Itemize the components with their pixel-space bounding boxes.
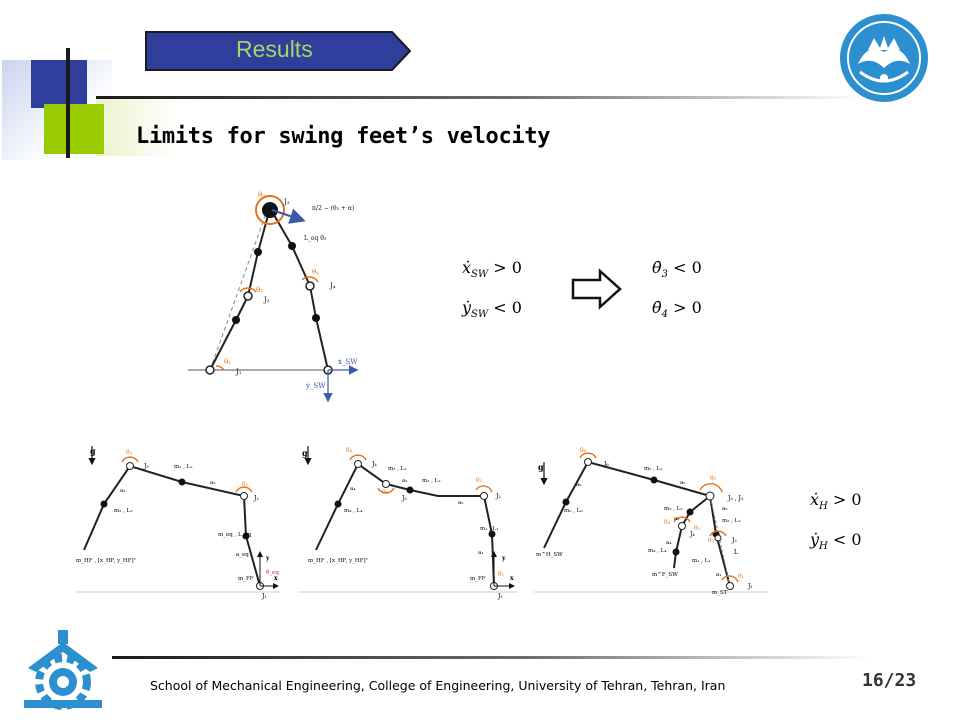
bottom-diagram-3	[534, 440, 770, 600]
svg-text:a₂: a₂	[210, 480, 216, 486]
svg-text:m₃ , L₃: m₃ , L₃	[114, 508, 133, 514]
svg-text:J₁: J₁	[748, 583, 753, 590]
svg-text:J₃: J₃	[144, 463, 149, 470]
svg-text:m₄ , L₄: m₄ , L₄	[344, 508, 363, 514]
page-number: 16/23	[862, 670, 917, 691]
svg-text:a₂: a₂	[458, 500, 464, 506]
svg-text:g: g	[538, 462, 544, 472]
svg-text:a₁: a₁	[478, 550, 484, 556]
footer-rule	[112, 656, 872, 659]
svg-text:J₄: J₄	[372, 461, 377, 468]
svg-text:θ₄: θ₄	[312, 268, 320, 276]
svg-text:ẏ_SW: ẏ_SW	[306, 382, 326, 390]
header-blue-square	[31, 60, 87, 108]
svg-text:θ₂: θ₂	[476, 477, 483, 484]
condition-yh: ẏ$_H$ < 0	[810, 530, 862, 553]
svg-text:π/2 − (θ₃ + α): π/2 − (θ₃ + α)	[312, 205, 355, 212]
svg-text:m_FF: m_FF	[470, 576, 486, 582]
svg-text:θ₂: θ₂	[256, 286, 264, 294]
svg-text:θ₃: θ₃	[694, 525, 701, 532]
svg-text:a₅: a₅	[680, 480, 686, 486]
svg-text:m^F_SW: m^F_SW	[652, 572, 678, 578]
svg-text:m₅ , L₅: m₅ , L₅	[644, 466, 663, 472]
condition-theta4-dot: $\thetȧ_4 > 0$	[652, 298, 702, 321]
svg-text:m₃ , L₃: m₃ , L₃	[664, 506, 683, 512]
svg-text:x: x	[274, 575, 278, 582]
svg-text:ẋ_SW: ẋ_SW	[338, 358, 358, 366]
svg-text:J₁: J₁	[498, 593, 503, 600]
svg-text:θ₂: θ₂	[708, 537, 715, 544]
bottom-diagram-1	[76, 440, 282, 600]
svg-text:J₃ , J₅: J₃ , J₅	[728, 495, 744, 502]
svg-text:L: L	[734, 549, 738, 556]
svg-text:g: g	[90, 446, 96, 456]
svg-text:a₃: a₃	[120, 488, 126, 494]
svg-text:J₂: J₂	[254, 495, 259, 502]
header-green-square	[44, 104, 104, 154]
slide-title: Limits for swing feet’s velocity	[136, 124, 551, 149]
svg-text:θ₄: θ₄	[346, 447, 353, 454]
condition-xh: ẋ$_H$ > 0	[810, 490, 862, 513]
swing-leg-diagram	[180, 180, 380, 408]
svg-text:a₃: a₃	[674, 516, 680, 522]
svg-text:m_HF , [x_HF, y_HF]ᵀ: m_HF , [x_HF, y_HF]ᵀ	[76, 558, 136, 564]
svg-text:m₂ , L₂: m₂ , L₂	[722, 518, 741, 524]
svg-text:a₄: a₄	[666, 540, 672, 546]
bottom-diagram-2	[298, 440, 520, 600]
svg-text:J₃: J₃	[402, 495, 407, 502]
svg-text:m_eq , L_eq: m_eq , L_eq	[218, 532, 252, 538]
svg-text:θ₃: θ₃	[258, 191, 266, 199]
condition-theta3-dot: $\thetȧ_3 < 0$	[652, 258, 702, 281]
condition-xsw: ẋ$_{SW}$ > 0	[462, 258, 522, 281]
svg-text:a₂: a₂	[722, 506, 728, 512]
svg-text:θ_eq: θ_eq	[266, 570, 279, 576]
svg-text:y: y	[502, 555, 506, 562]
svg-text:θ₆: θ₆	[580, 447, 587, 454]
hip-mass	[262, 202, 278, 218]
footer-institution: School of Mechanical Engineering, College of Engineering, University of Tehran, Tehran, Iran	[150, 678, 726, 693]
svg-text:m₁ , L₁: m₁ , L₁	[692, 558, 711, 564]
header-vertical-rule	[66, 48, 70, 158]
svg-text:θ₅: θ₅	[710, 475, 717, 482]
svg-text:a₆: a₆	[576, 482, 582, 488]
svg-text:θ₁: θ₁	[738, 573, 745, 580]
implies-arrow-icon	[570, 268, 624, 310]
svg-text:m₂ , L₂: m₂ , L₂	[174, 464, 193, 470]
svg-text:θ₄: θ₄	[664, 519, 671, 526]
svg-text:J₁: J₁	[262, 593, 267, 600]
engineering-logo	[18, 628, 108, 714]
svg-text:m₁ , L₁: m₁ , L₁	[480, 526, 499, 532]
svg-text:m₃ , L₃: m₃ , L₃	[388, 466, 407, 472]
svg-text:m_FF: m_FF	[238, 576, 254, 582]
svg-text:a_eq: a_eq	[236, 552, 249, 558]
svg-text:m₄ , L₄: m₄ , L₄	[648, 548, 667, 554]
svg-text:m_HF , [x_HF, y_HF]ᵀ: m_HF , [x_HF, y_HF]ᵀ	[308, 558, 368, 564]
svg-text:θ₃: θ₃	[126, 449, 133, 456]
condition-ysw: ẏ$_{SW}$ < 0	[462, 298, 522, 321]
svg-text:g: g	[302, 448, 308, 458]
svg-text:m₆ , L₆: m₆ , L₆	[564, 508, 583, 514]
svg-text:m₂ , L₂: m₂ , L₂	[422, 478, 441, 484]
university-logo	[838, 12, 930, 104]
svg-text:J₂: J₂	[496, 493, 501, 500]
svg-text:θ₁: θ₁	[224, 358, 232, 366]
svg-text:θ₃: θ₃	[382, 489, 389, 496]
svg-text:θ₁: θ₁	[498, 571, 505, 578]
svg-text:J₂: J₂	[732, 537, 737, 544]
svg-text:θ₂: θ₂	[242, 481, 249, 488]
svg-text:J₄: J₄	[690, 531, 695, 538]
svg-text:J₁: J₁	[236, 368, 242, 376]
svg-text:y: y	[266, 555, 270, 562]
svg-text:x: x	[510, 575, 514, 582]
header-rule	[96, 96, 864, 99]
svg-text:J₄: J₄	[330, 282, 336, 290]
svg-text:a₁: a₁	[716, 572, 722, 578]
svg-text:J₂: J₂	[264, 296, 270, 304]
svg-text:m_ST: m_ST	[712, 590, 728, 596]
svg-text:a₃: a₃	[402, 478, 408, 484]
svg-text:J₃: J₃	[284, 198, 290, 206]
svg-text:a₄: a₄	[350, 486, 356, 492]
svg-text:L_eq θ̇₃: L_eq θ̇₃	[304, 235, 327, 242]
svg-text:J₆: J₆	[604, 461, 609, 468]
svg-text:m^H_SW: m^H_SW	[536, 552, 563, 558]
section-tab-label: Results	[236, 36, 313, 62]
